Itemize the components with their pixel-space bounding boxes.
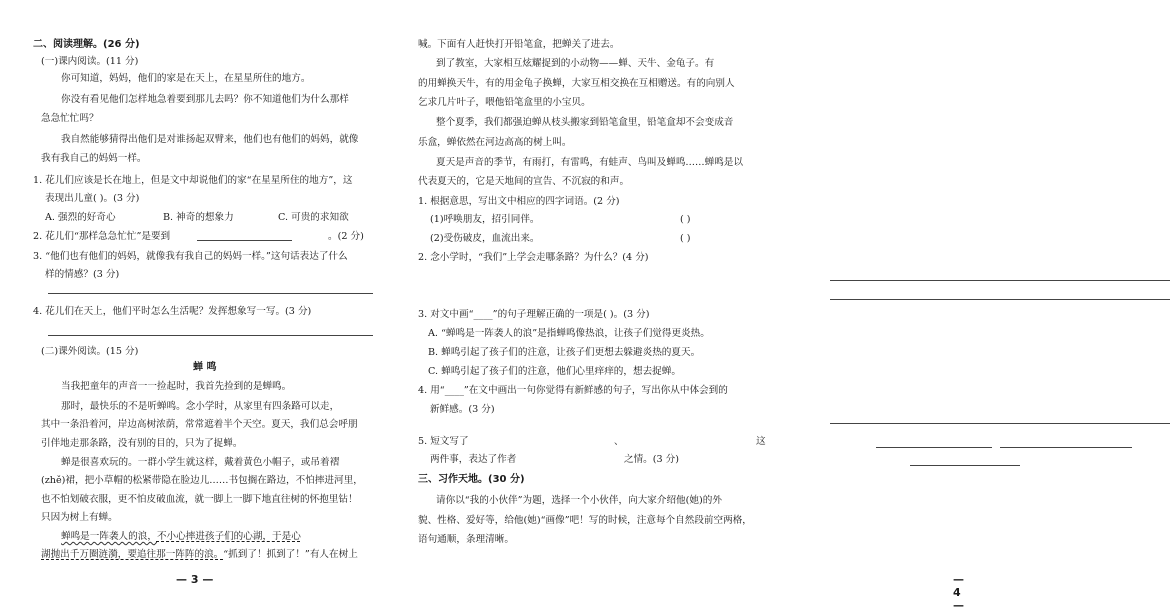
- question-2: 2. 念小学时，“我们”上学会走哪条路？为什么？(4 分): [418, 252, 649, 263]
- section-three-heading: 三、习作天地。(30 分): [418, 474, 525, 485]
- passage-line: 只因为树上有蝉。: [41, 512, 118, 523]
- option-c: C. 可贵的求知欲: [278, 212, 349, 223]
- question-2-score: 。(2 分): [328, 231, 364, 242]
- answer-blank-q5-2[interactable]: [1000, 447, 1132, 448]
- question-1: 1. 根据意思，写出文中相应的四字词语。(2 分): [418, 196, 620, 207]
- question-5-cont-pre: 两件事，表达了作者: [430, 454, 517, 465]
- question-1-item-2: (2)受伤破皮，血流出来。: [430, 233, 540, 244]
- question-5-cont-post: 之情。(3 分): [624, 454, 680, 465]
- answer-blank-q5-3[interactable]: [910, 465, 1020, 466]
- answer-line-q2-a[interactable]: [830, 280, 1170, 281]
- composition-line: 貌、性格、爱好等，给他(她)“画像”吧！写的时候，注意每个自然段前空两格，: [418, 515, 752, 526]
- question-1-cont: 表现出儿童( )。(3 分): [45, 193, 140, 204]
- question-1-item-1-paren: ( ): [680, 214, 691, 225]
- dashed-underline-text: 不小心摔进孩子们的心湖，于是心: [156, 531, 301, 542]
- reading-line: 你可知道，妈妈，他们的家是在天上，在星星所住的地方。: [61, 73, 311, 84]
- underlined-sentence-2: [41, 548, 358, 562]
- question-4: 4. 用“____”在文中画出一句你觉得有新鲜感的句子，写出你从中体会到的: [418, 385, 728, 396]
- option-b: B. 蝉鸣引起了孩子们的注意，让孩子们更想去躲避炎热的夏天。: [428, 347, 701, 358]
- question-4-cont: 新鲜感。(3 分): [430, 404, 495, 415]
- question-1-item-1: (1)呼唤朋友，招引同伴。: [430, 214, 540, 225]
- page-4: [400, 0, 964, 612]
- passage-line: 夏天是声音的季节，有雨打，有雷鸣，有蛙声、鸟叫及蝉鸣……蝉鸣是以: [436, 157, 743, 168]
- answer-line-q4[interactable]: [48, 335, 373, 336]
- reading-line: 你没有看见他们怎样地急着要到那儿去吗？你不知道他们为什么那样: [61, 94, 349, 105]
- passage-line: 喊。下面有人赶快打开铅笔盒，把蝉关了进去。: [418, 39, 620, 50]
- underlined-sentence-1: [61, 530, 301, 544]
- passage-line: 也不怕划破衣服，更不怕皮破血流，就一脚上一脚下地直往树的怀抱里钻！: [41, 494, 358, 505]
- passage-text: “抓到了！抓到了！”有人在树上: [223, 549, 358, 560]
- part-two-heading: (二)课外阅读。(15 分): [41, 346, 139, 357]
- option-c: C. 蝉鸣引起了孩子们的注意，他们心里痒痒的，想去捉蝉。: [428, 366, 681, 377]
- reading-line: 急急忙忙吗？: [41, 113, 99, 124]
- passage-line: 的用蝉换天牛，有的用金龟子换蝉，大家互相交换在互相赠送。有的向别人: [418, 78, 735, 89]
- passage-line: 整个夏季，我们都强迫蝉从枝头搬家到铅笔盒里，铅笔盒却不会变成音: [436, 117, 734, 128]
- page-number: — 3 —: [176, 573, 214, 586]
- question-1: 1. 花儿们应该是长在地上，但是文中却说他们的家“在星星所住的地方”，这: [33, 175, 353, 186]
- passage-line: 当我把童年的声音一一捡起时，我首先捡到的是蝉鸣。: [61, 381, 292, 392]
- page-3: [0, 0, 400, 601]
- answer-blank-q5-1[interactable]: [876, 447, 992, 448]
- answer-line-q4[interactable]: [830, 423, 1170, 424]
- dashed-underline-text: 湖抛出千万圈涟漪，要追往那一阵阵的浪。: [41, 549, 224, 560]
- passage-line: 代表夏天的，它是天地间的宣告、不沉寂的和声。: [418, 176, 630, 187]
- reading-line: 我有我自己的妈妈一样。: [41, 153, 147, 164]
- passage-line: 到了教室，大家相互炫耀捉到的小动物——蝉、天牛、金龟子。有: [436, 58, 715, 69]
- page-number: — 4 —: [953, 573, 964, 612]
- answer-line-q3[interactable]: [48, 293, 373, 294]
- question-5-mid: 、: [614, 436, 624, 447]
- answer-line-q2[interactable]: [197, 240, 292, 241]
- question-3-cont: 样的情感？(3 分): [45, 269, 120, 280]
- question-2: 2. 花儿们“那样急急忙忙”是要到: [33, 231, 171, 242]
- passage-line: 乐盒，蝉依然在河边高高的树上叫。: [418, 137, 572, 148]
- passage-line: 引伴地走那条路，没有别的目的，只为了捉蝉。: [41, 438, 243, 449]
- composition-line: 请你以“我的小伙伴”为题，选择一个小伙伴，向大家介绍他(她)的外: [436, 495, 722, 506]
- question-3: 3. 对文中画“____”的句子理解正确的一项是( )。(3 分): [418, 309, 650, 320]
- option-b: B. 神奇的想象力: [163, 212, 234, 223]
- section-two-heading: 二、阅读理解。(26 分): [33, 39, 140, 50]
- answer-line-q2-b[interactable]: [830, 299, 1170, 300]
- option-a: A. “蝉鸣是一阵袭人的浪”是指蝉鸣像热浪，让孩子们觉得更炎热。: [428, 328, 710, 339]
- passage-line: 蝉是很喜欢玩的。一群小学生就这样，戴着黄色小帽子，或吊着褶: [61, 457, 340, 468]
- passage-title: 蝉 鸣: [193, 362, 217, 373]
- question-4: 4. 花儿们在天上，他们平时怎么生活呢？发挥想象写一写。(3 分): [33, 306, 312, 317]
- part-one-heading: (一)课内阅读。(11 分): [41, 56, 139, 67]
- passage-line: 那时，最快乐的不是听蝉鸣。念小学时，从家里有四条路可以走，: [61, 401, 340, 412]
- passage-line: 其中一条沿着河，岸边高树浓荫，常常遮着半个天空。夏天，我们总会呼朋: [41, 419, 358, 430]
- wavy-underline-text: 蝉鸣是一阵袭人的浪，: [61, 531, 157, 542]
- question-5-prefix: 5. 短文写了: [418, 436, 469, 447]
- question-5-end: 这: [756, 436, 766, 447]
- passage-line: (zhě)裙，把小草帽的松紧带隐在脸边儿……书包搁在路边，不怕摔进河里，: [41, 475, 363, 486]
- reading-line: 我自然能够猜得出他们是对谁扬起双臂来，他们也有他们的妈妈，就像: [61, 134, 359, 145]
- passage-line: 乞求几片叶子，喂他铅笔盒里的小宝贝。: [418, 97, 591, 108]
- composition-line: 语句通顺，条理清晰。: [418, 534, 514, 545]
- question-3: 3. “他们也有他们的妈妈，就像我有我自己的妈妈一样。”这句话表达了什么: [33, 251, 348, 262]
- question-1-item-2-paren: ( ): [680, 233, 691, 244]
- option-a: A. 强烈的好奇心: [45, 212, 116, 223]
